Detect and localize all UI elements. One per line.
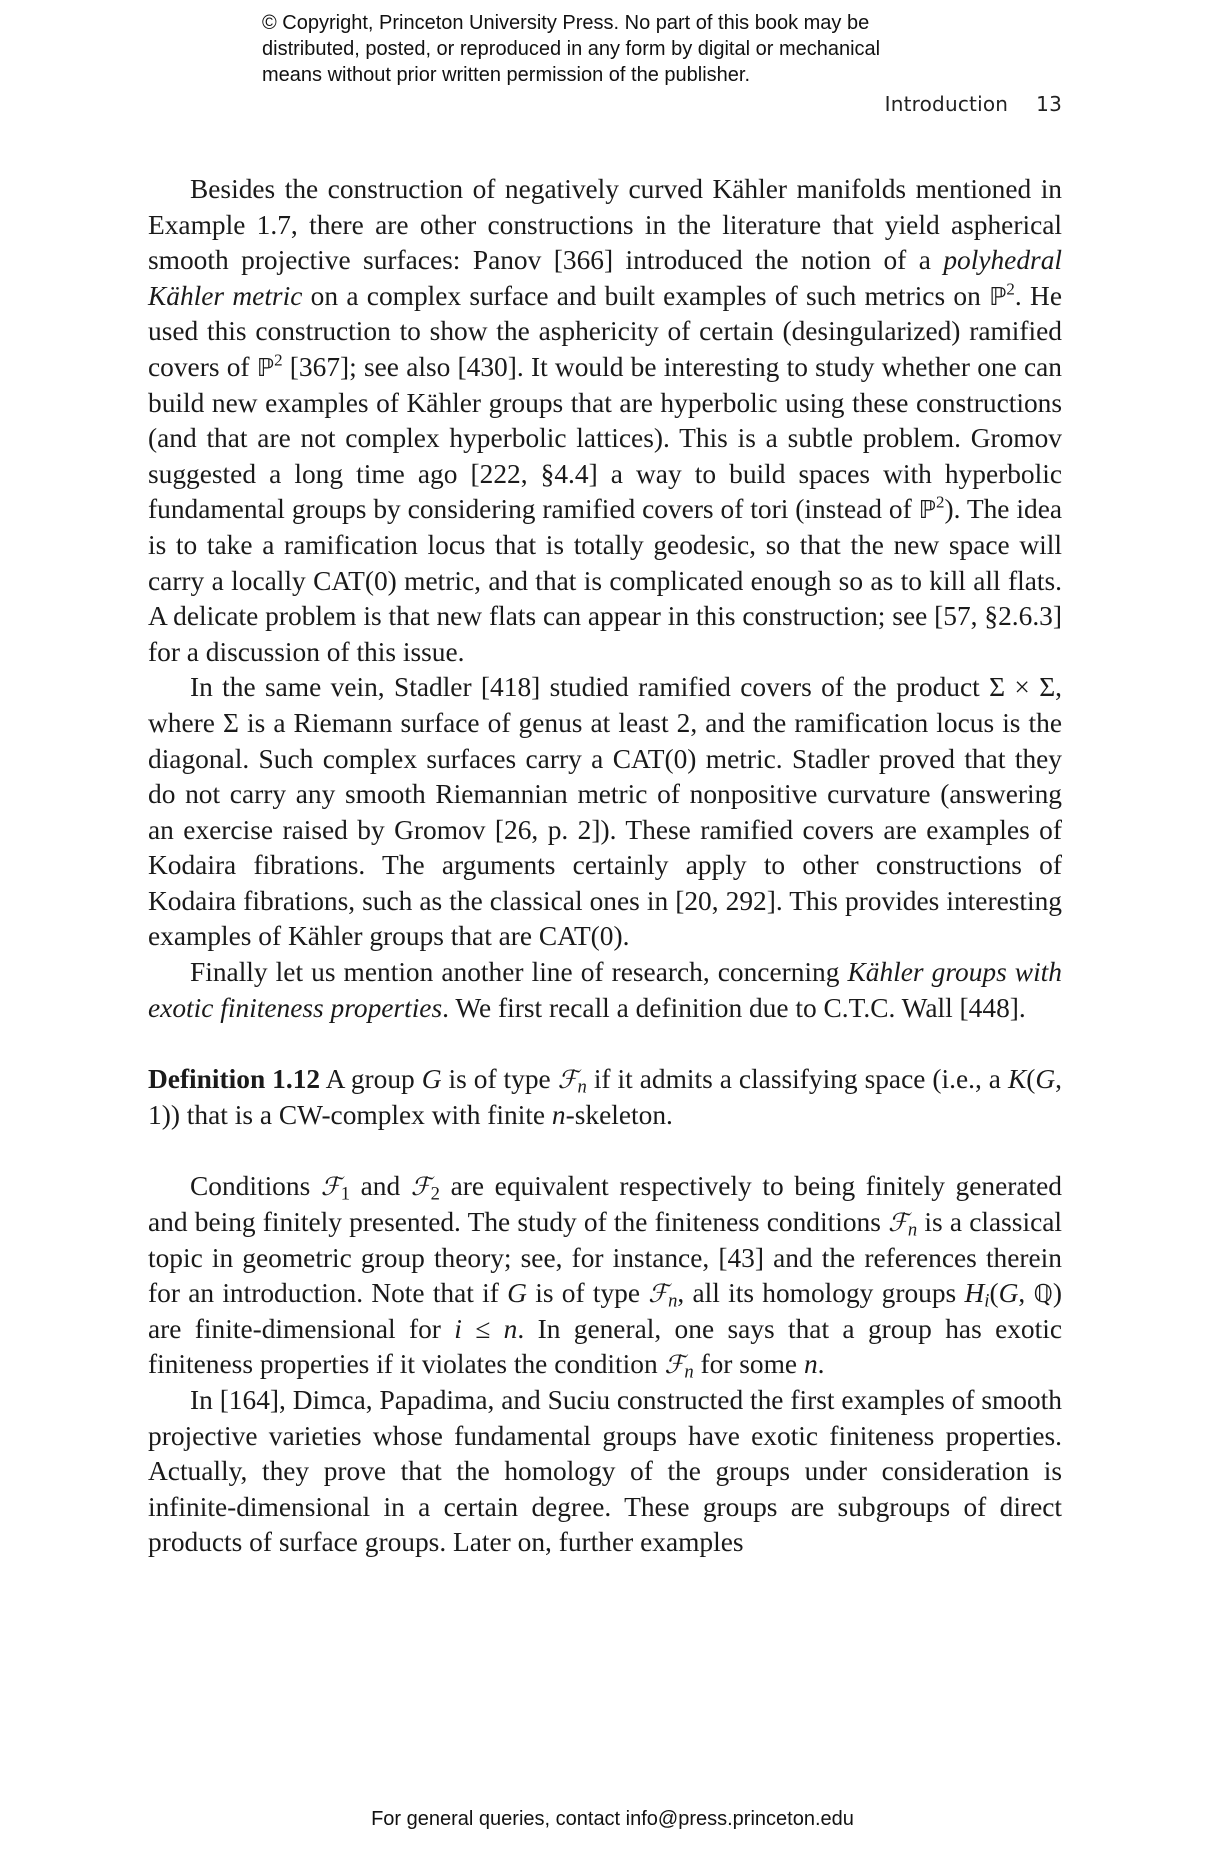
footer-contact: For general queries, contact info@press.princeton.edu xyxy=(371,1808,854,1830)
page-number: 13 xyxy=(1036,92,1062,116)
copyright-line-3: means without prior written permission of the publisher. xyxy=(262,64,751,86)
paragraph-1: Besides the construction of negatively curved Kähler manifolds mentioned in Example 1.7, there are other constructions in the literature that yield aspherical smooth projective surfaces: Panov [366] introduced the notion of a polyhedral Kähler metric on a complex surface and built examples of such metrics on ℙ$^2$. He used this construction to show the asphericity of certain (desingularized) ramified covers of ℙ$^2$ [367]; see also [430]. It would be interesting to study whether one can build new examples of Kähler groups that are hyperbolic using these constructions (and that are not complex hyperbolic lattices). This is a subtle problem. Gromov suggested a long time ago [222, §4.4] a way to build spaces with hyperbolic fundamental groups by considering ramified covers of tori (instead of ℙ$^2$). The idea is to take a ramification locus that is totally geodesic, so that the new space will carry a locally CAT(0) metric, and that is complicated enough so as to kill all flats. A delicate problem is that new flats can appear in this construction; see [57, §2.6.3] for a discussion of this issue. xyxy=(148,174,1063,667)
body-text xyxy=(148,172,1062,1561)
paragraph-2: In the same vein, Stadler [418] studied ramified covers of the product Σ × Σ, where Σ is a Riemann surface of genus at least 2, and the ramification locus is the diagonal. Such complex surfaces carry a CAT(0) metric. Stadler proved that they do not carry any smooth Riemannian metric of nonpositive curvature (answering an exercise raised by Gromov [26, p. 2]). These ramified covers are examples of Kodaira fibrations. The arguments certainly apply to other constructions of Kodaira fibrations, such as the classical ones in [20, 292]. This provides interesting examples of Kähler groups that are CAT(0). xyxy=(148,672,1062,952)
copyright-line-2: distributed, posted, or reproduced in any form by digital or mechanical xyxy=(262,38,881,60)
copyright-line-1: © Copyright, Princeton University Press. No part of this book may be xyxy=(262,12,870,34)
paragraph-3: Finally let us mention another line of research, concerning Kähler groups with exotic finiteness properties. We first recall a definition due to C.T.C. Wall [448]. xyxy=(148,957,1062,1023)
copyright-notice xyxy=(262,10,982,88)
definition-1-12: Definition 1.12 A group G is of type ℱ$_n$ if it admits a classifying space (i.e., a K(G, 1)) that is a CW-complex with finite n-skeleton. xyxy=(148,1064,1062,1130)
section-title: Introduction xyxy=(884,92,1009,116)
running-head xyxy=(885,92,1062,116)
definition-label: Definition 1.12 xyxy=(148,1064,321,1095)
paragraph-5: In [164], Dimca, Papadima, and Suciu constructed the first examples of smooth projective varieties whose fundamental groups have exotic finiteness properties. Actually, they prove that the homology of the groups under consideration is infinite-dimensional in a certain degree. These groups are subgroups of direct products of surface groups. Later on, further examples xyxy=(148,1385,1062,1558)
paragraph-4: Conditions ℱ$_1$ and ℱ$_2$ are equivalent respectively to being finitely generated and being finitely presented. The study of the finiteness conditions ℱ$_n$ is a classical topic in geometric group theory; see, for instance, [43] and the references therein for an introduction. Note that if G is of type ℱ$_n$, all its homology groups $H_i(G$, ℚ) are finite-dimensional for i ≤ n. In general, one says that a group has exotic finiteness properties if it violates the condition ℱ$_n$ for some n. xyxy=(148,1171,1063,1384)
